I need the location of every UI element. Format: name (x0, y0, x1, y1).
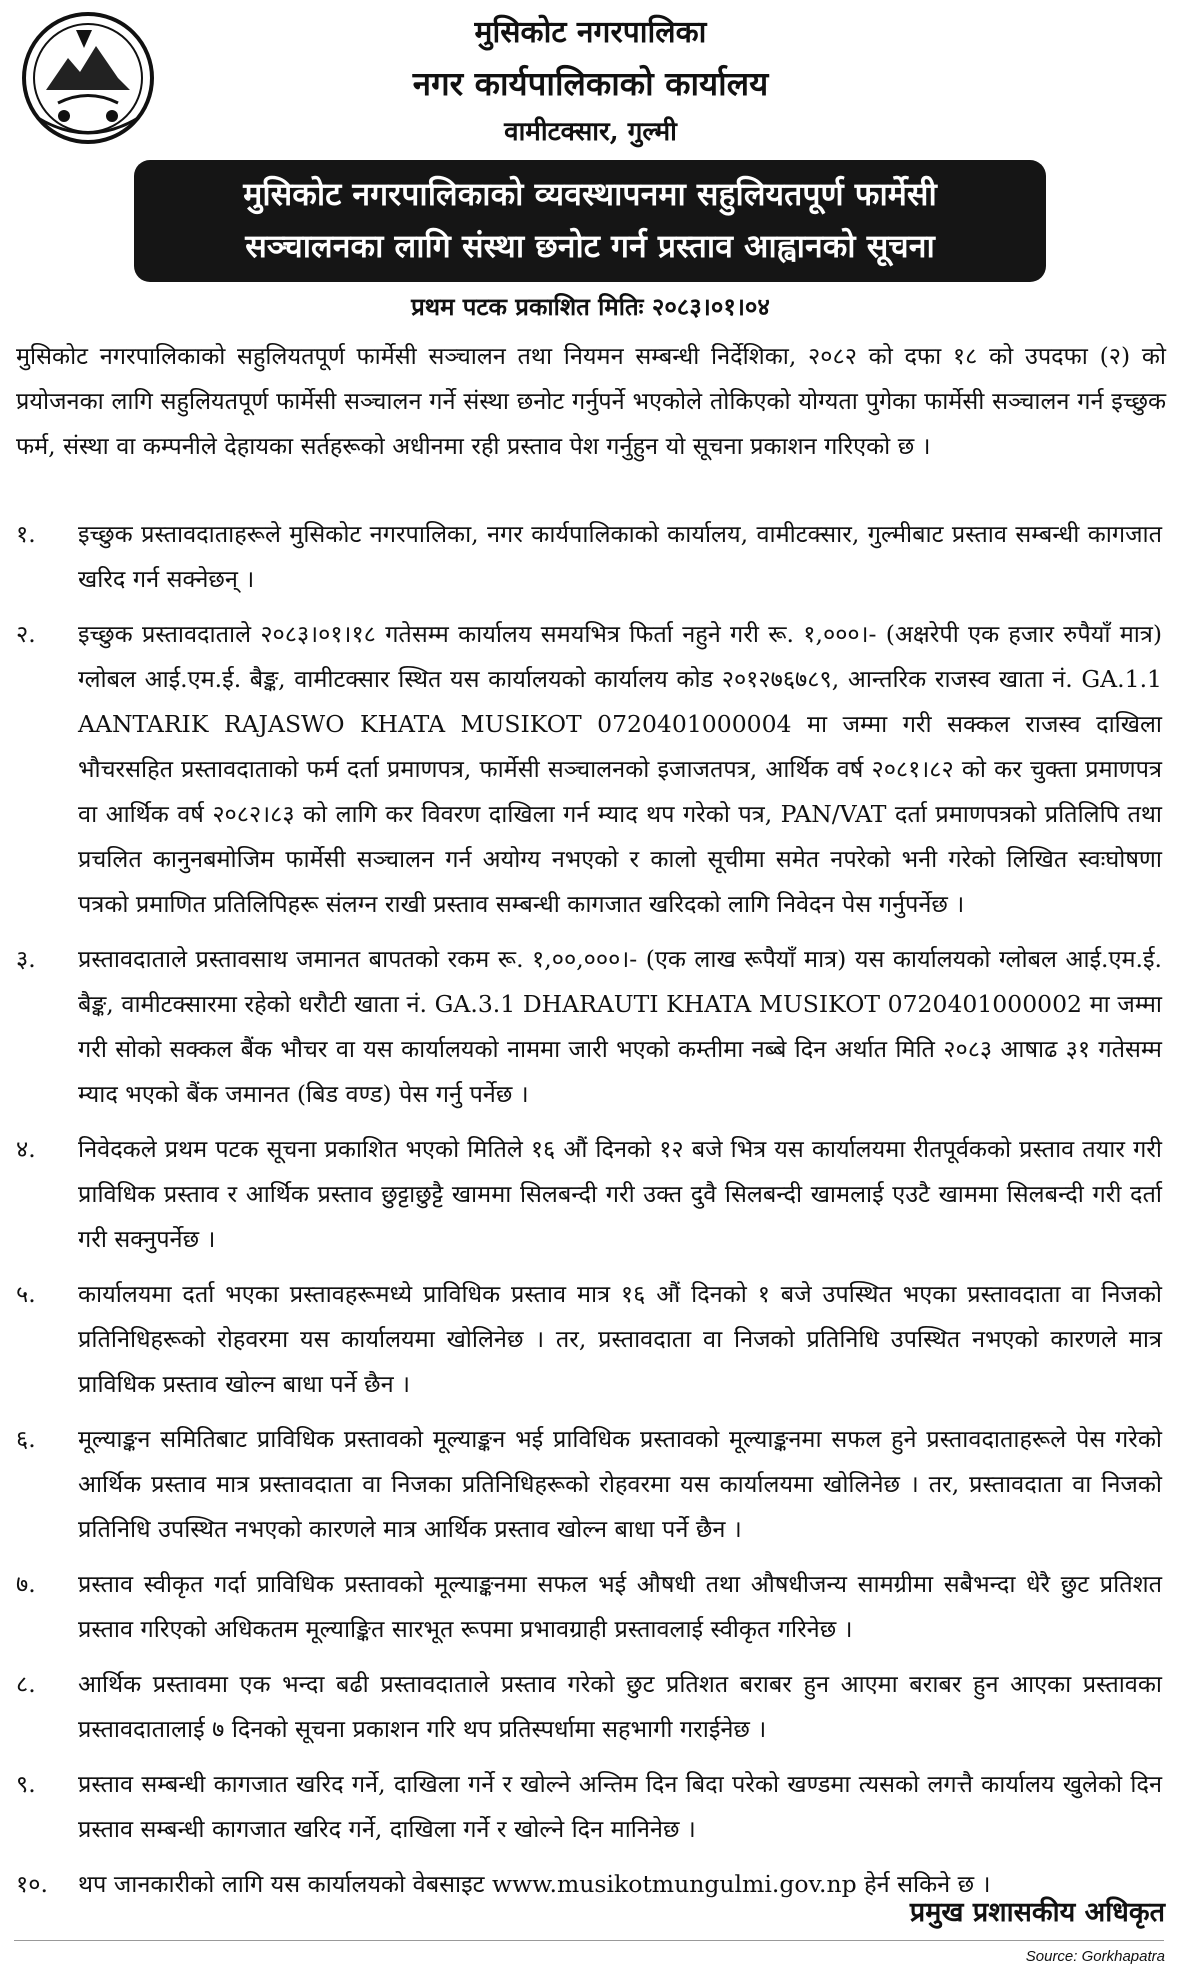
item-text: प्रस्ताव स्वीकृत गर्दा प्राविधिक प्रस्तावको मूल्याङ्कनमा सफल भई औषधी तथा औषधीजन्य सामग्रीमा सबैभन्दा धेरै छुट प्रतिशत प्रस्ताव गरिएको अधिकतम मूल्याङ्कित सारभूत रूपमा प्रभावग्राही प्रस्तावलाई स्वीकृत गरिनेछ । (78, 1570, 1162, 1643)
municipality-name: मुसिकोट नगरपालिका (474, 15, 707, 50)
item-text: थप जानकारीको लागि यस कार्यालयको वेबसाइट www.musikotmungulmi.gov.np हेर्न सकिने छ । (78, 1870, 991, 1898)
item-number: १. (16, 520, 36, 548)
notice-title-line-1: मुसिकोट नगरपालिकाको व्यवस्थापनमा सहुलियतपूर्ण फार्मेसी (243, 175, 937, 213)
signatory-title: प्रमुख प्रशासकीय अधिकृत (909, 1897, 1165, 1928)
item-text: प्रस्ताव सम्बन्धी कागजात खरिद गर्ने, दाखिला गर्ने र खोल्ने अन्तिम दिन बिदा परेको खण्डमा त्यसको लगत्तै कार्यालय खुलेको दिन प्रस्ताव सम्बन्धी कागजात खरिद गर्ने, दाखिला गर्ने र खोल्ने दिन मानिनेछ । (78, 1770, 1162, 1843)
list-item (0, 1762, 1181, 1852)
list-item (0, 1272, 1181, 1407)
notice-title-banner (134, 160, 1046, 282)
item-text: प्रस्तावदाताले प्रस्तावसाथ जमानत बापतको रकम रू. १,००,०००।- (एक लाख रूपैयाँ मात्र) यस कार्यालयको ग्लोबल आई.एम.ई. बैङ्क, वामीटक्सारमा रहेको धरौटी खाता नं. GA.3.1 DHARAUTI KHATA MUSIKOT 0720401000002 मा जम्मा गरी सोको सक्कल बैंक भौचर वा यस कार्यालयको नाममा जारी भएको कम्तीमा नब्बे दिन अर्थात मिति २०८३ आषाढ ३१ गतेसम्म म्याद भएको बैंक जमानत (बिड वण्ड) पेस गर्नु पर्नेछ । (78, 945, 1162, 1108)
source-credit: Source: Gorkhapatra (1025, 1948, 1165, 1965)
item-text: इच्छुक प्रस्तावदाताहरूले मुसिकोट नगरपालिका, नगर कार्यपालिकाको कार्यालय, वामीटक्सार, गुल्मीबाट प्रस्ताव सम्बन्धी कागजात खरिद गर्न सक्नेछन् । (78, 520, 1162, 593)
item-number: ७. (16, 1570, 36, 1598)
office-location: वामीटक्सार, गुल्मी (504, 117, 677, 147)
list-item (0, 1417, 1181, 1552)
list-item (0, 612, 1181, 927)
list-item (0, 1562, 1181, 1652)
list-item (0, 1662, 1181, 1752)
item-text: कार्यालयमा दर्ता भएका प्रस्तावहरूमध्ये प्राविधिक प्रस्ताव मात्र १६ औं दिनको १ बजे उपस्थित भएका प्रस्तावदाता वा निजको प्रतिनिधिहरूको रोहवरमा यस कार्यालयमा खोलिनेछ । तर, प्रस्तावदाता वा निजको प्रतिनिधि उपस्थित नभएको कारणले मात्र प्राविधिक प्रस्ताव खोल्न बाधा पर्ने छैन । (78, 1280, 1162, 1398)
item-number: ४. (16, 1135, 36, 1163)
list-item (0, 1127, 1181, 1262)
conditions-list (0, 512, 1181, 1917)
item-number: ८. (16, 1670, 36, 1698)
list-item (0, 512, 1181, 602)
item-text: आर्थिक प्रस्तावमा एक भन्दा बढी प्रस्तावदाताले प्रस्ताव गरेको छुट प्रतिशत बराबर हुन आएमा बराबर हुन आएका प्रस्तावका प्रस्तावदातालाई ७ दिनको सूचना प्रकाशन गरि थप प्रतिस्पर्धामा सहभागी गराईनेछ । (78, 1670, 1162, 1743)
footer-divider (14, 1940, 1164, 1941)
notice-title-line-2: सञ्चालनका लागि संस्था छनोट गर्न प्रस्ताव आह्वानको सूचना (245, 227, 935, 265)
list-item (0, 937, 1181, 1117)
item-text: इच्छुक प्रस्तावदाताले २०८३।०१।१८ गतेसम्म कार्यालय समयभित्र फिर्ता नहुने गरी रू. १,०००।- (अक्षरेपी एक हजार रुपैयाँ मात्र) ग्लोबल आई.एम.ई. बैङ्क, वामीटक्सार स्थित यस कार्यालयको कार्यालय कोड २०१२७६७८९, आन्तरिक राजस्व खाता नं. GA.1.1 AANTARIK RAJASWO KHATA MUSIKOT 0720401000004 मा जम्मा गरी सक्कल राजस्व दाखिला भौचरसहित प्रस्तावदाताको फर्म दर्ता प्रमाणपत्र, फार्मेसी सञ्चालनको इजाजतपत्र, आर्थिक वर्ष २०८१।८२ को कर चुक्ता प्रमाणपत्र वा आर्थिक वर्ष २०८२।८३ को लागि कर विवरण दाखिला गर्न म्याद थप गरेको पत्र, PAN/VAT दर्ता प्रमाणपत्रको प्रतिलिपि तथा प्रचलित कानुनबमोजिम फार्मेसी सञ्चालन गर्न अयोग्य नभएको र कालो सूचीमा समेत नपरेको भनी गरेको लिखित स्वःघोषणा पत्रको प्रमाणित प्रतिलिपिहरू संलग्न राखी प्रस्ताव सम्बन्धी कागजात खरिदको लागि निवेदन पेस गर्नुपर्नेछ । (78, 620, 1162, 918)
intro-paragraph: मुसिकोट नगरपालिकाको सहुलियतपूर्ण फार्मेसी सञ्चालन तथा नियमन सम्बन्धी निर्देशिका, २०८२ को दफा १८ को उपदफा (२) को प्रयोजनका लागि सहुलियतपूर्ण फार्मेसी सञ्चालन गर्ने संस्था छनोट गर्नुपर्ने भएकोले तोकिएको योग्यता पुगेका फार्मेसी सञ्चालन गर्न इच्छुक फर्म, संस्था वा कम्पनीले देहायका सर्तहरूको अधीनमा रही प्रस्ताव पेश गर्नुहुन यो सूचना प्रकाशन गरिएको छ । (16, 342, 1166, 460)
item-number: ३. (16, 945, 36, 973)
item-text: मूल्याङ्कन समितिबाट प्राविधिक प्रस्तावको मूल्याङ्कन भई प्राविधिक प्रस्तावको मूल्याङ्कनमा सफल हुने प्रस्तावदाताहरूले पेस गरेको आर्थिक प्रस्ताव मात्र प्रस्तावदाता वा निजका प्रतिनिधिहरूको रोहवरमा यस कार्यालयमा खोलिनेछ । तर, प्रस्तावदाता वा निजको प्रतिनिधि उपस्थित नभएको कारणले मात्र आर्थिक प्रस्ताव खोल्न बाधा पर्ने छैन । (78, 1425, 1162, 1543)
item-number: १०. (16, 1870, 48, 1898)
item-number: ६. (16, 1425, 36, 1453)
item-number: ५. (16, 1280, 36, 1308)
item-number: २. (16, 620, 36, 648)
office-name: नगर कार्यपालिकाको कार्यालय (412, 64, 769, 103)
item-text: निवेदकले प्रथम पटक सूचना प्रकाशित भएको मितिले १६ औं दिनको १२ बजे भित्र यस कार्यालयमा रीतपूर्वकको प्रस्ताव तयार गरी प्राविधिक प्रस्ताव र आर्थिक प्रस्ताव छुट्टाछुट्टै खाममा सिलबन्दी गरी उक्त दुवै सिलबन्दी खामलाई एउटै खाममा सिलबन्दी गरी दर्ता गरी सक्नुपर्नेछ । (78, 1135, 1162, 1253)
item-number: ९. (16, 1770, 36, 1798)
published-date: प्रथम पटक प्रकाशित मितिः २०८३।०१।०४ (411, 292, 770, 321)
